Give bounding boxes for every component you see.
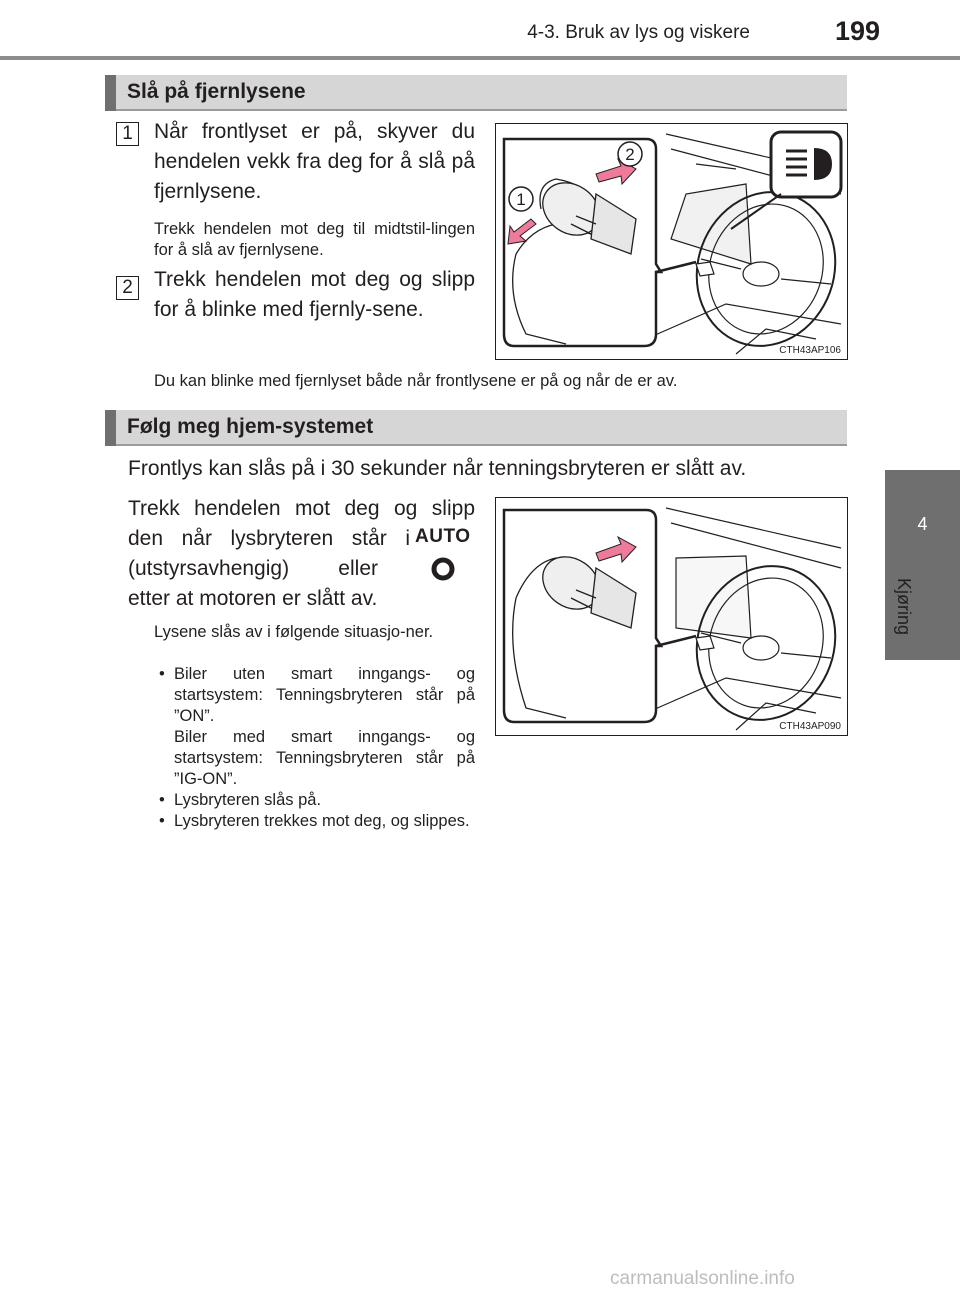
section2-bullet-list <box>154 664 475 832</box>
page-number: 199 <box>834 16 880 46</box>
chapter-label: Kjøring <box>894 578 914 636</box>
step-1-note: Trekk hendelen mot deg til midtstil-lingen for å slå av fjernlysene. <box>154 220 475 259</box>
section-heading-text: Følg meg hjem-systemet <box>127 415 374 438</box>
figure-high-beam-illustration <box>496 124 847 359</box>
auto-symbol: AUTO <box>415 526 471 547</box>
bullet-2: Lysbryteren slås på. <box>174 791 322 809</box>
chapter-number: 4 <box>917 514 928 534</box>
bullet-1-line-a: • Biler uten smart inngangs- og startsystem: Tenningsbryteren står på ”ON”. <box>174 665 475 725</box>
section-heading-text: Slå på fjernlysene <box>127 80 306 103</box>
section-heading-bar <box>105 410 116 446</box>
section2-body-line1: Trekk hendelen mot deg og slipp <box>128 497 475 520</box>
callout-2: 2 <box>625 145 635 164</box>
figure-high-beam-lever <box>495 123 848 360</box>
figure-code: CTH43AP090 <box>779 721 841 732</box>
section2-body-line3: (utstyrsavhengig) eller <box>128 557 378 580</box>
step-number-1: 1 <box>116 122 139 146</box>
figure-follow-me-home-lever <box>495 497 848 736</box>
chapter-label-vertical <box>892 578 916 648</box>
bullet-1-line-b: Biler med smart inngangs- og startsystem: Tenningsbryteren står på ”IG-ON”. <box>174 728 475 788</box>
figure-follow-me-home-illustration <box>496 498 847 735</box>
section-heading-high-beam <box>105 75 847 111</box>
running-header-title: 4-3. Bruk av lys og viskere <box>527 22 750 43</box>
section-heading-bar <box>105 75 116 111</box>
bullet-item <box>154 790 475 811</box>
bullet-3: Lysbryteren trekkes mot deg, og slippes. <box>174 812 470 830</box>
callout-1: 1 <box>516 190 526 209</box>
section2-body-line4: etter at motoren er slått av. <box>128 587 378 610</box>
section2-intro: Frontlys kan slås på i 30 sekunder når tenningsbryteren er slått av. <box>128 457 747 480</box>
bullet-item <box>154 664 475 790</box>
section1-footnote: Du kan blinke med fjernlyset både når frontlysene er på og når de er av. <box>154 372 678 390</box>
header-rule <box>0 56 960 60</box>
step-number-2: 2 <box>116 276 139 300</box>
section2-note-intro: Lysene slås av i følgende situasjo-ner. <box>154 623 434 641</box>
figure-code: CTH43AP106 <box>779 345 841 356</box>
section-heading-follow-me-home <box>105 410 847 446</box>
watermark: carmanualsonline.info <box>610 1268 795 1289</box>
bullet-item <box>154 811 475 832</box>
headlight-ring-icon <box>430 556 456 582</box>
step-2-text: Trekk hendelen mot deg og slipp for å blinke med fjernly-sene. <box>154 268 475 321</box>
step-1-text: Når frontlyset er på, skyver du hendelen vekk fra deg for å slå på fjernlysene. <box>154 120 475 203</box>
section2-body-line2: den når lysbryteren står i <box>128 527 410 550</box>
